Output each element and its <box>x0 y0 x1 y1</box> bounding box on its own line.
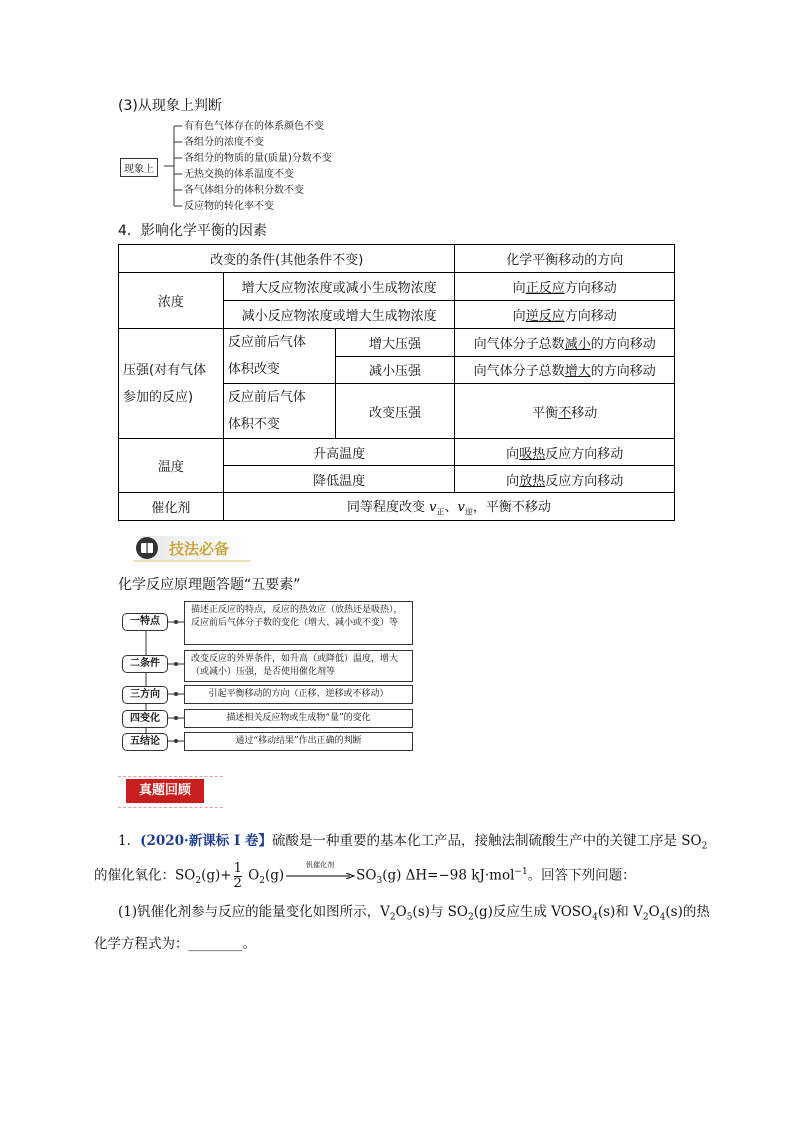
book-icon <box>135 536 159 560</box>
history-badge-frame <box>118 776 223 808</box>
element-label: 二条件 <box>122 655 168 673</box>
press-dec: 减小压强 <box>335 356 455 384</box>
temp-up: 升高温度 <box>223 439 455 466</box>
conc-label: 浓度 <box>119 273 224 329</box>
element-label: 五结论 <box>122 733 168 751</box>
conc-row2-dir: 向逆反应方向移动 <box>455 301 675 329</box>
element-label: 三方向 <box>122 686 168 704</box>
phenomenon-item: 无热交换的体系温度不变 <box>184 169 294 180</box>
question-line2: 的催化氧化：$SO_2(g)+$ $\frac{1}{2}$ $O_2(g)$ 钒催化剂 $SO_3(g)$ ΔH=−98 kJ·mol$^{-1}$。回答下列问题： <box>94 860 636 891</box>
answer-blank[interactable]: ________ <box>188 936 243 952</box>
conc-row1-dir: 向正反应方向移动 <box>455 273 675 301</box>
temp-up-dir: 向吸热反应方向移动 <box>455 439 675 466</box>
question-line1: 1．(2020·新课标 I 卷】硫酸是一种重要的基本化工产品，接触法制硫酸生产中的关键工序是 $SO_2$ <box>118 833 708 852</box>
header-direction: 化学平衡移动的方向 <box>455 245 675 273</box>
element-label: 一特点 <box>122 613 168 631</box>
five-elements-diagram <box>118 600 418 750</box>
phenomenon-label: 现象上 <box>120 158 158 177</box>
element-desc: 描述相关反应物或生成物“量”的变化 <box>184 709 413 728</box>
press-inc-dir: 向气体分子总数减小的方向移动 <box>455 329 675 357</box>
temp-down: 降低温度 <box>223 466 455 493</box>
temp-label: 温度 <box>119 439 224 493</box>
skills-title: 技法必备 <box>169 540 230 558</box>
element-desc: 引起平衡移动的方向（正移、逆移或不移动） <box>184 685 413 704</box>
cat-effect: 同等程度改变 $v_正$、$v_逆$，平衡不移动 <box>223 493 674 521</box>
phenomenon-item: 各组分的物质的量(质量)分数不变 <box>184 153 332 164</box>
press-inc: 增大压强 <box>335 329 455 357</box>
element-label: 四变化 <box>122 710 168 728</box>
press-change: 改变压强 <box>335 384 455 439</box>
temp-down-dir: 向放热反应方向移动 <box>455 466 675 493</box>
arrow-icon <box>284 873 356 879</box>
bracket-lines <box>120 120 182 212</box>
conc-row2-cond: 减小反应物浓度或增大生成物浓度 <box>223 301 455 329</box>
phenomenon-bracket <box>120 120 360 212</box>
cat-label: 催化剂 <box>119 493 224 521</box>
catalyst-arrow: 钒催化剂 <box>284 869 356 883</box>
question-part1-line2: 化学方程式为：________。 <box>94 936 256 952</box>
press-sub2: 反应前后气体 体积不变 <box>223 384 335 439</box>
phenomenon-item: 各气体组分的体积分数不变 <box>184 185 304 196</box>
skills-subtitle: 化学反应原理题答题“五要素” <box>118 577 301 593</box>
question-part1-line1: (1)钒催化剂参与反应的能量变化如图所示，$V_2O_5(s)$与 $SO_2(g)$反应生成 $VOSO_4(s)$和 $V_2O_4(s)$的热 <box>118 904 710 923</box>
phenomenon-item: 反应物的转化率不变 <box>184 201 274 212</box>
skills-header <box>133 533 251 563</box>
press-change-dir: 平衡不移动 <box>455 384 675 439</box>
press-dec-dir: 向气体分子总数增大的方向移动 <box>455 356 675 384</box>
conc-row1-cond: 增大反应物浓度或减小生成物浓度 <box>223 273 455 301</box>
fraction-half: $\frac{1}{2}$ <box>233 860 242 891</box>
phenomenon-item: 有有色气体存在的体系颜色不变 <box>184 121 324 132</box>
history-badge: 真题回顾 <box>126 779 204 803</box>
header-condition: 改变的条件(其他条件不变) <box>119 245 455 273</box>
element-desc: 描述正反应的特点，反应的热效应（放热还是吸热），反应前后气体分子数的变化（增大、减小或不变）等 <box>184 601 413 645</box>
section4-title: 4．影响化学平衡的因素 <box>118 223 267 239</box>
press-sub1: 反应前后气体 体积改变 <box>223 329 335 384</box>
phenomenon-item: 各组分的浓度不变 <box>184 137 264 148</box>
element-desc: 通过“移动结果”作出正确的判断 <box>184 732 413 751</box>
press-label: 压强(对有气体 参加的反应) <box>119 329 224 439</box>
question-source: (2020·新课标 I 卷】 <box>140 833 272 849</box>
section3-title: (3)从现象上判断 <box>118 98 222 114</box>
factors-table <box>118 244 675 521</box>
element-desc: 改变反应的外界条件，如升高（或降低）温度，增大（或减小）压强，是否使用催化剂等 <box>184 650 413 682</box>
